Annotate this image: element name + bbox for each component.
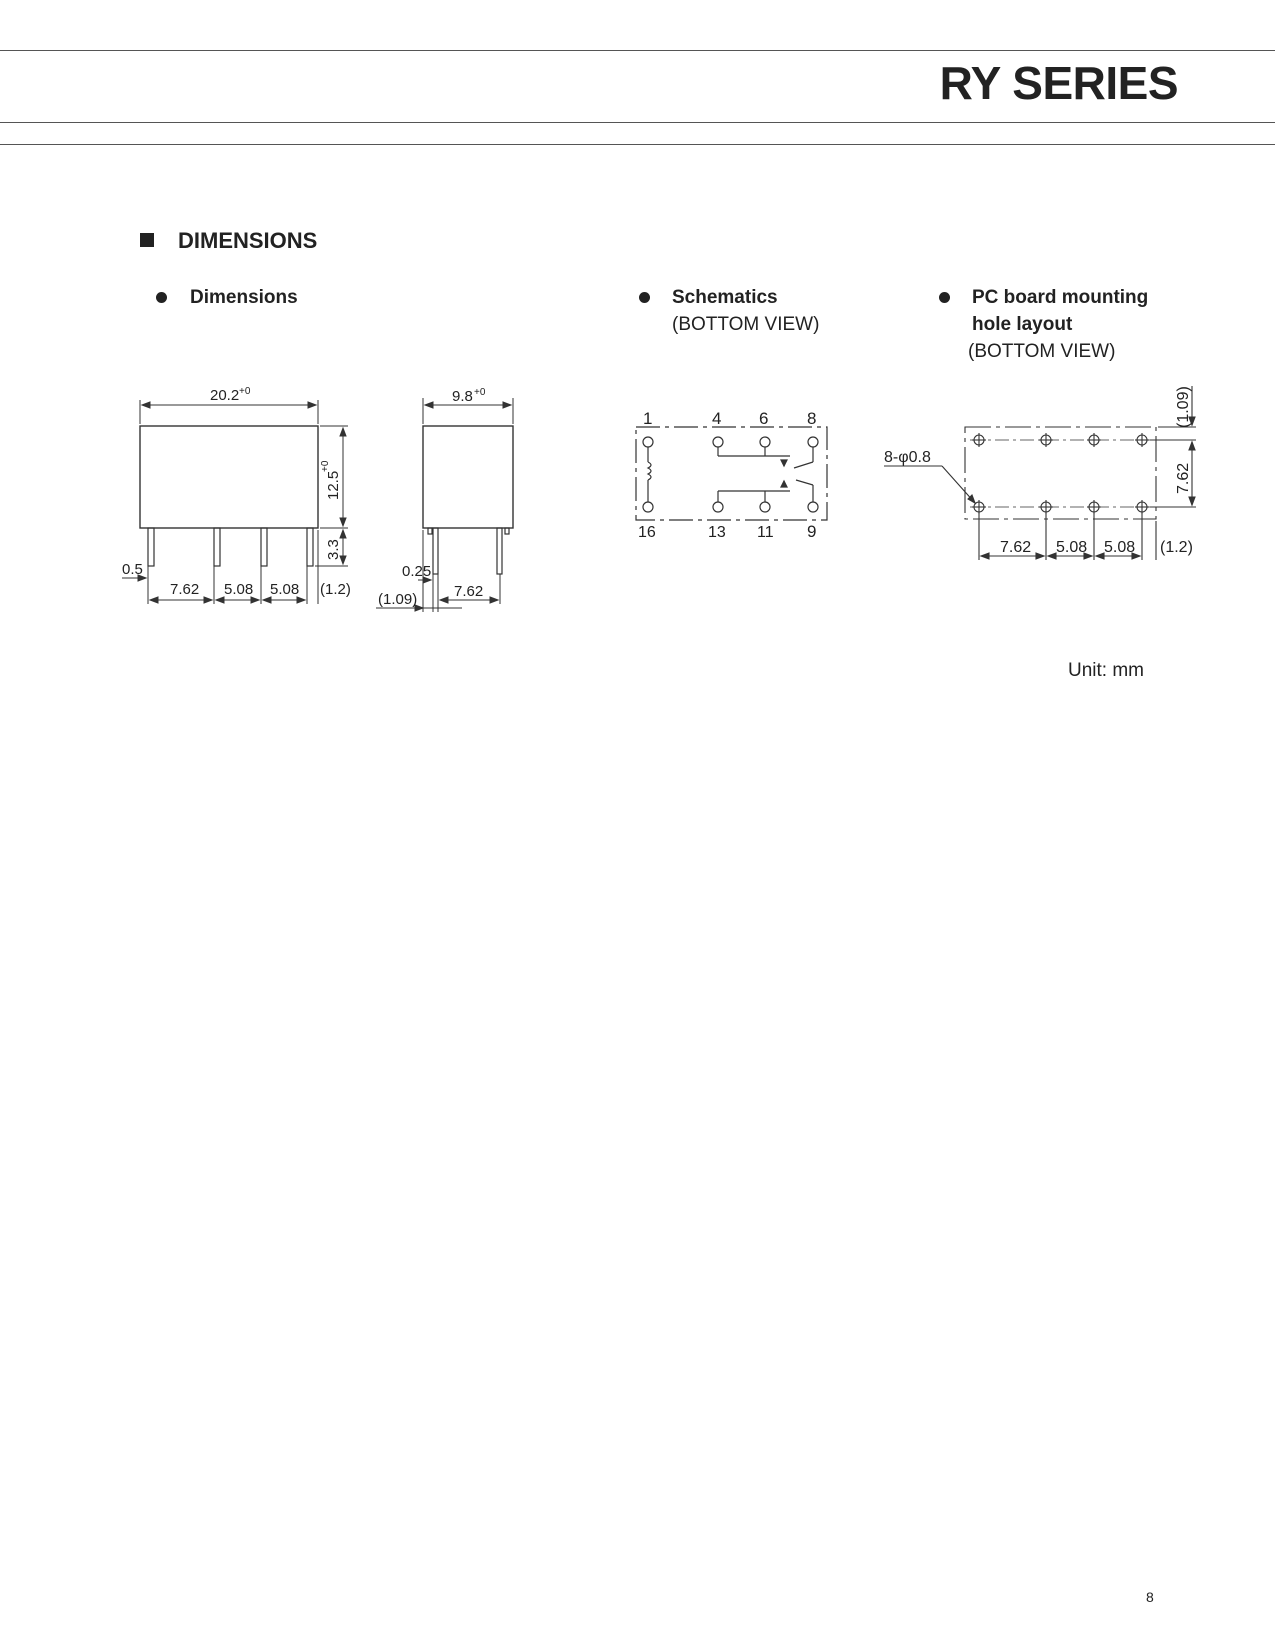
pcb-pitch-2: 5.08 bbox=[1056, 539, 1088, 556]
front-pitch-2: 5.08 bbox=[224, 581, 254, 598]
front-width-label: 20.2 bbox=[210, 387, 240, 404]
front-height-label: 12.5 bbox=[325, 470, 342, 500]
pcb-outline bbox=[965, 427, 1156, 519]
subsection-schematics-title: Schematics bbox=[672, 287, 778, 308]
schematic-pin-16: 16 bbox=[638, 524, 656, 541]
schematic-pin-1: 1 bbox=[643, 409, 653, 428]
side-width-label: 9.8 bbox=[452, 388, 473, 405]
front-pitch-end: (1.2) bbox=[320, 581, 351, 598]
front-width-tol: +0 bbox=[239, 386, 251, 397]
series-title: RY SERIES bbox=[939, 57, 1178, 109]
pin-length-label: 3.3 bbox=[325, 539, 342, 560]
schematic-pin-8: 8 bbox=[807, 409, 817, 428]
schematic-pin-9: 9 bbox=[807, 522, 817, 541]
page-number: 8 bbox=[1146, 1589, 1154, 1605]
side-width-tol: +0 bbox=[474, 387, 486, 398]
pcb-pitch-3: 5.08 bbox=[1104, 539, 1136, 556]
pcb-row-offset: (1.09) bbox=[1175, 386, 1192, 428]
schematic-pin-4: 4 bbox=[712, 409, 722, 428]
unit-note: Unit: mm bbox=[1068, 660, 1144, 681]
front-pitch-1: 7.62 bbox=[170, 581, 200, 598]
side-offset-label: (1.09) bbox=[378, 591, 418, 608]
pcb-holes bbox=[972, 433, 1149, 514]
section-title: DIMENSIONS bbox=[178, 228, 318, 253]
side-pitch-label: 7.62 bbox=[454, 583, 484, 600]
pcb-row-pitch: 7.62 bbox=[1175, 462, 1192, 494]
pcb-hole-spec: 8-φ0.8 bbox=[884, 449, 931, 466]
subsection-schematics-view: (BOTTOM VIEW) bbox=[672, 314, 820, 335]
subsection-pcb-view: (BOTTOM VIEW) bbox=[968, 341, 1116, 362]
pcb-pitch-1: 7.62 bbox=[1000, 539, 1032, 556]
pin-thickness-label: 0.25 bbox=[402, 563, 432, 580]
front-pitch-3: 5.08 bbox=[270, 581, 300, 598]
schematic-pin-11: 11 bbox=[757, 524, 774, 541]
front-height-tol: +0 bbox=[320, 460, 331, 472]
subsection-dimensions-title: Dimensions bbox=[190, 287, 298, 308]
pin-width-label: 0.5 bbox=[122, 561, 143, 578]
schematic-pin-6: 6 bbox=[759, 409, 769, 428]
subsection-pcb-title-line2: hole layout bbox=[972, 314, 1073, 335]
schematic-pin-13: 13 bbox=[708, 524, 726, 541]
subsection-pcb-title-line1: PC board mounting bbox=[972, 287, 1149, 308]
pcb-pitch-end: (1.2) bbox=[1160, 539, 1193, 556]
